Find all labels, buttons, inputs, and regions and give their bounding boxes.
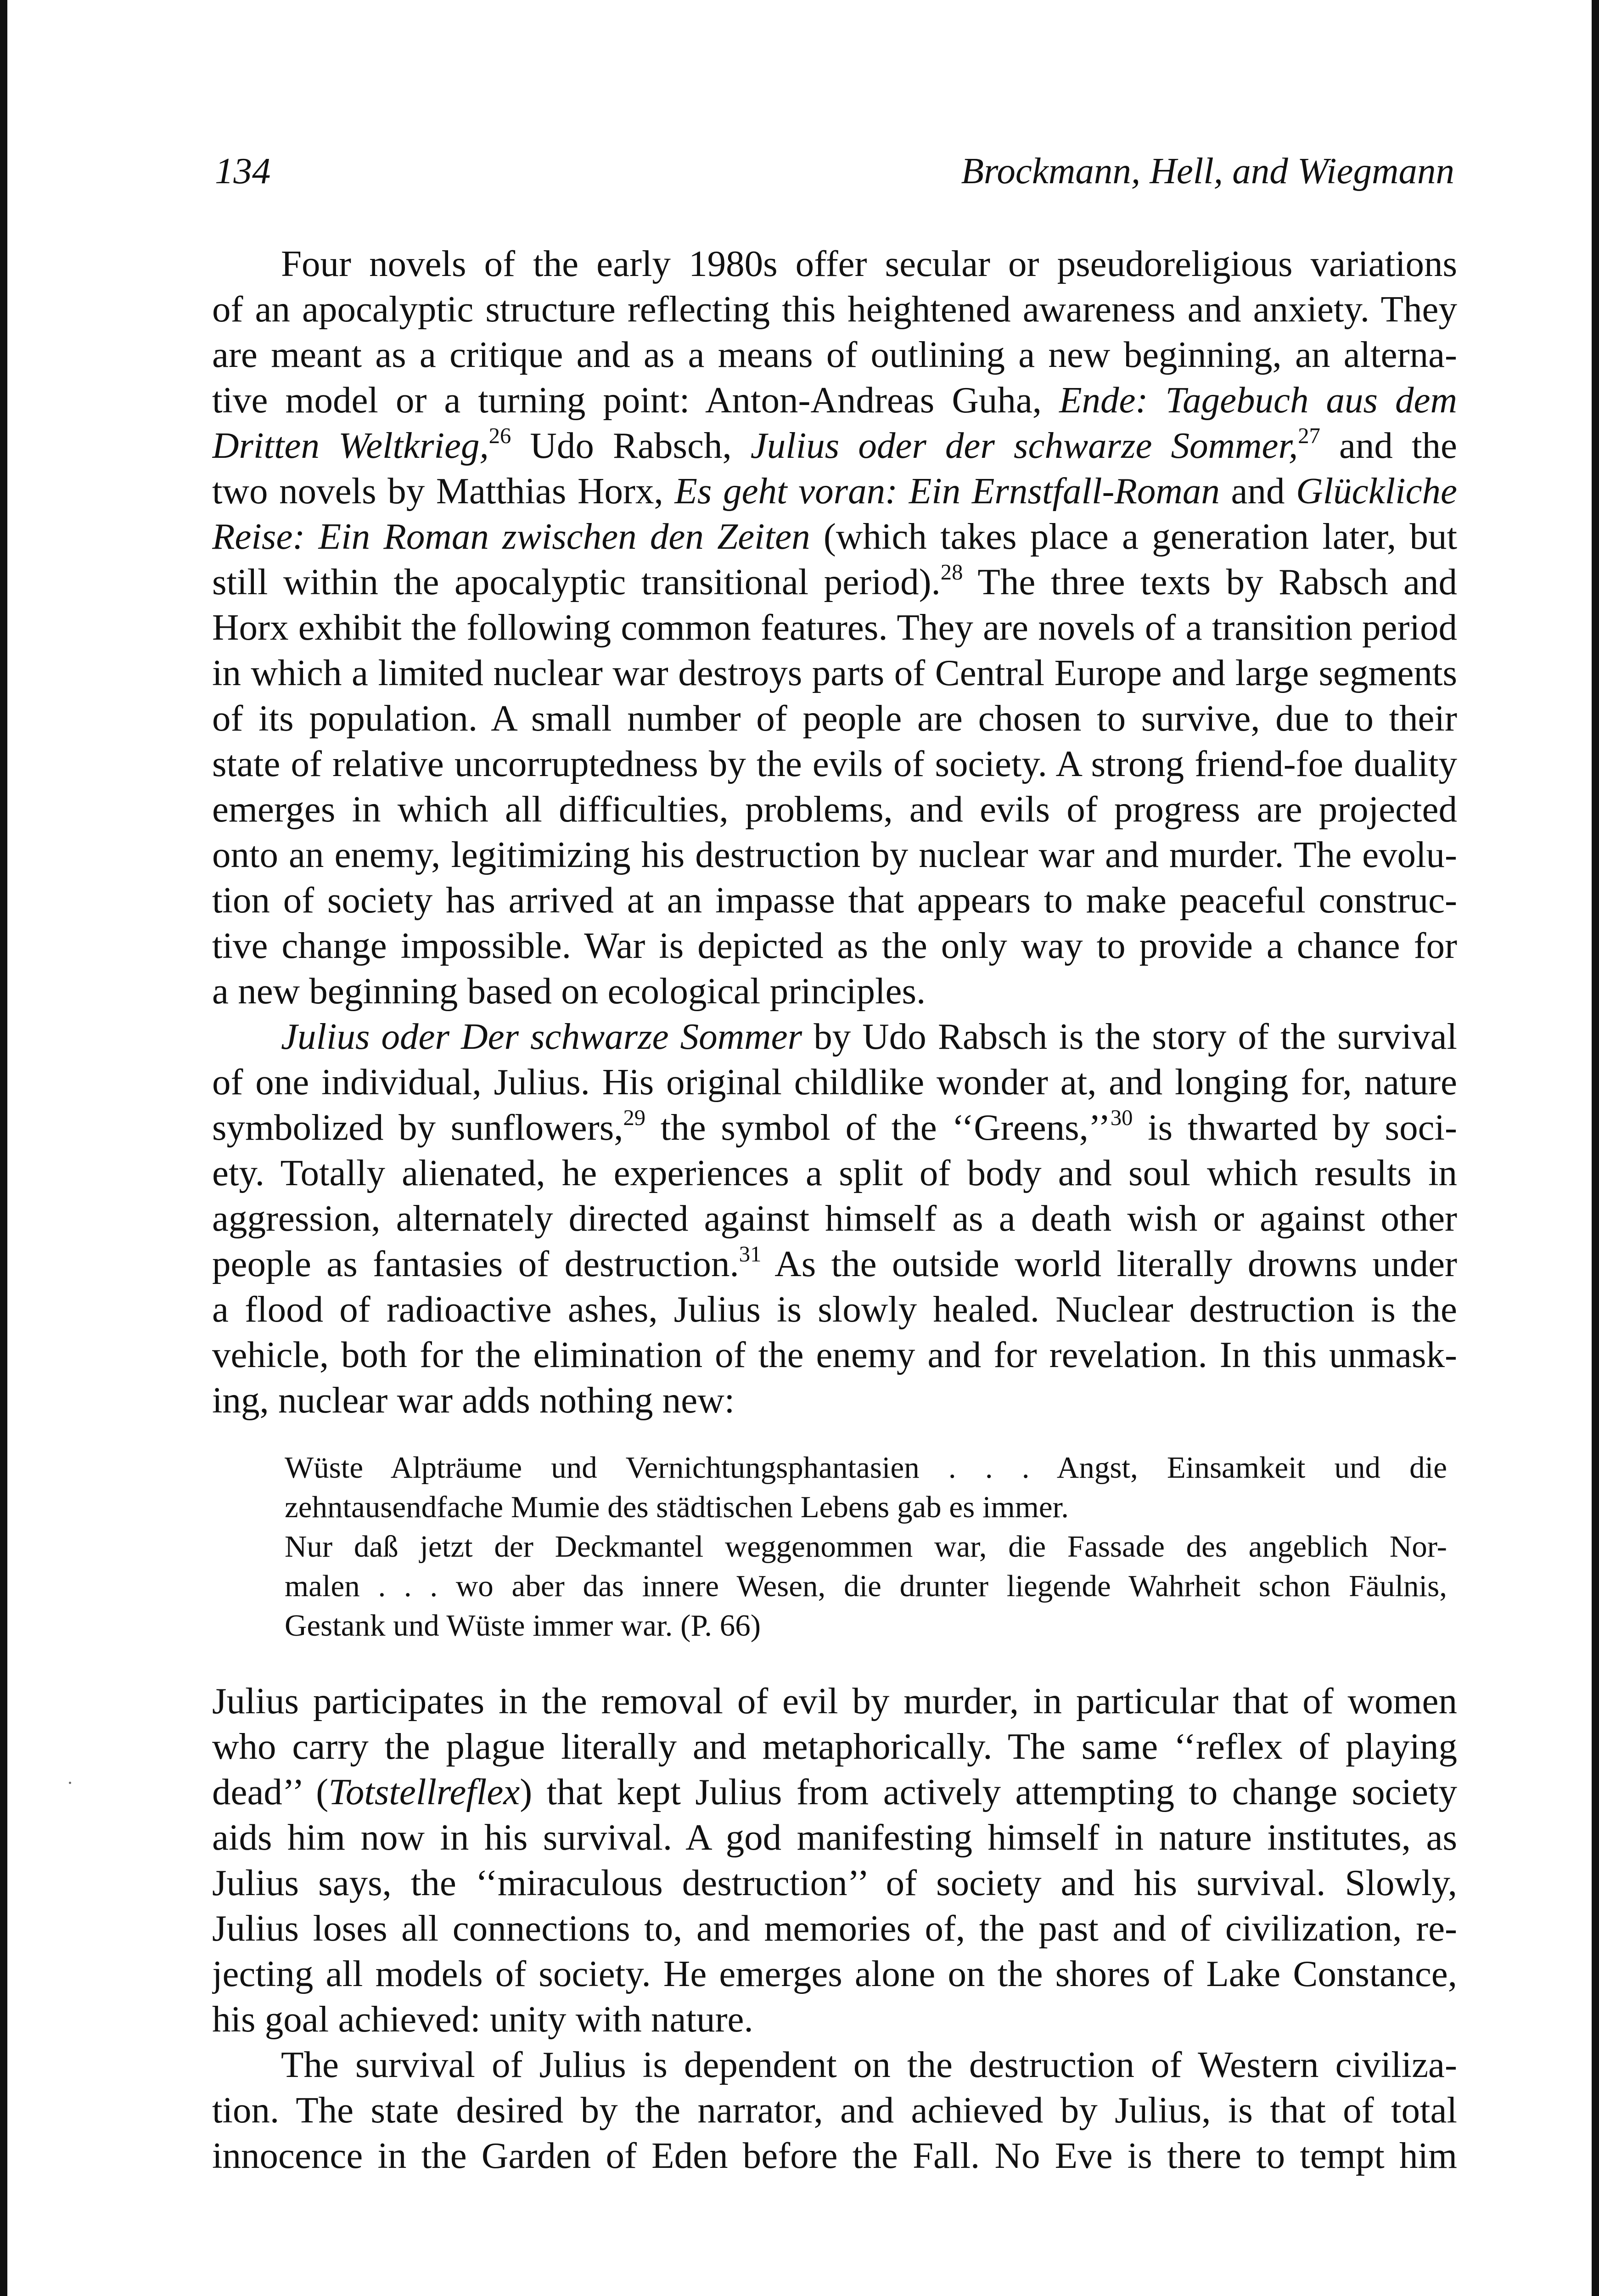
paragraph-3-line: Julius participates in the removal of evil by murder, in particular that of women <box>212 1680 1457 1722</box>
paragraph-3-line: Julius loses all connections to, and memories of, the past and of civilization, re- <box>212 1908 1457 1949</box>
paragraph-1-line: state of relative uncorruptedness by the evils of society. A strong friend-foe duality <box>212 743 1457 784</box>
paragraph-2-line: Julius oder Der schwarze Sommer by Udo Rabsch is the story of the survival <box>281 1016 1457 1057</box>
paragraph-1-line: in which a limited nuclear war destroys parts of Central Europe and large segments <box>212 652 1457 693</box>
paragraph-2-line: symbolized by sunflowers,$^{29}$ the symbol of the ‘‘Greens,’’$^{30}$ is thwarted by soci- <box>212 1105 1457 1148</box>
paragraph-1-line: emerges in which all difficulties, problems, and evils of progress are projected <box>212 788 1457 830</box>
paragraph-1-line: two novels by Matthias Horx, Es geht voran: Ein Ernstfall-Roman and Glückliche <box>212 470 1457 512</box>
quote-line: Wüste Alpträume und Vernichtungsphantasien . . . Angst, Einsamkeit und die <box>285 1451 1447 1485</box>
body-text-upper <box>212 241 1457 1423</box>
footnote-ref: 26 <box>488 423 511 449</box>
footnote-ref: 30 <box>1110 1105 1133 1131</box>
quote-line: malen . . . wo aber das innere Wesen, die drunter liegende Wahrheit schon Fäulnis, <box>285 1569 1447 1603</box>
paragraph-1-line: still within the apocalyptic transitional period).$^{28}$ The three texts by Rabsch and <box>212 560 1457 602</box>
block-quote <box>285 1448 1447 1645</box>
paragraph-2-line: a flood of radioactive ashes, Julius is slowly healed. Nuclear destruction is the <box>212 1289 1457 1330</box>
paragraph-1-line: tive model or a turning point: Anton-Andreas Guha, Ende: Tagebuch aus dem <box>212 379 1457 421</box>
book-title: Dritten Weltkrieg, <box>212 425 489 466</box>
paragraph-2-line: ety. Totally alienated, he experiences a split of body and soul which results in <box>212 1152 1457 1193</box>
footnote-ref: 28 <box>940 560 963 585</box>
book-title: Es geht voran: Ein Ernstfall-Roman <box>674 470 1220 512</box>
paragraph-4-line: tion. The state desired by the narrator, and achieved by Julius, is that of total <box>212 2089 1457 2131</box>
paragraph-2-line: aggression, alternately directed against himself as a death wish or against other <box>212 1198 1457 1239</box>
quote-line: Gestank und Wüste immer war. (P. 66) <box>285 1609 761 1643</box>
paragraph-3-line: who carry the plague literally and metaphorically. The same ‘‘reflex of playing <box>212 1726 1457 1767</box>
paragraph-1-line: are meant as a critique and as a means of outlining a new beginning, an alterna- <box>212 334 1457 375</box>
german-term: Totstellreflex <box>328 1771 520 1812</box>
paragraph-4-line: innocence in the Garden of Eden before the Fall. No Eve is there to tempt him <box>212 2135 1457 2176</box>
book-title: Glückliche <box>1296 470 1457 512</box>
scan-speck <box>69 1782 71 1784</box>
paragraph-1-line: Four novels of the early 1980s offer secular or pseudoreligious variations <box>281 243 1457 284</box>
footnote-ref: 29 <box>623 1105 646 1131</box>
paragraph-3-line: jecting all models of society. He emerges alone on the shores of Lake Constance, <box>212 1953 1457 1994</box>
paragraph-2-line: of one individual, Julius. His original childlike wonder at, and longing for, nature <box>212 1061 1457 1103</box>
paragraph-3-line: Julius says, the ‘‘miraculous destruction’’ of society and his survival. Slowly, <box>212 1862 1457 1903</box>
book-title: Reise: Ein Roman zwischen den Zeiten <box>212 516 810 557</box>
paragraph-1-line: of its population. A small number of people are chosen to survive, due to their <box>212 698 1457 739</box>
scan-border-right <box>1592 0 1599 2296</box>
paragraph-1-line: of an apocalyptic structure reflecting this heightened awareness and anxiety. They <box>212 288 1457 330</box>
footnote-ref: 27 <box>1298 423 1320 449</box>
paragraph-2-line: ing, nuclear war adds nothing new: <box>212 1379 735 1421</box>
running-title: Brockmann, Hell, and Wiegmann <box>961 150 1454 191</box>
quote-line: Nur daß jetzt der Deckmantel weggenommen war, die Fassade des angeblich Nor- <box>285 1530 1447 1564</box>
paragraph-3-line: dead’’ (Totstellreflex) that kept Julius from actively attempting to change society <box>212 1771 1457 1812</box>
paragraph-1-line: a new beginning based on ecological principles. <box>212 970 926 1012</box>
scan-border-left <box>0 0 7 2296</box>
quote-line: zehntausendfache Mumie des städtischen Lebens gab es immer. <box>285 1490 1069 1524</box>
book-title: Ende: Tagebuch aus dem <box>1059 379 1457 421</box>
page-number: 134 <box>215 150 271 191</box>
book-title: Julius oder Der schwarze Sommer <box>281 1016 802 1057</box>
paragraph-1-line: onto an enemy, legitimizing his destruction by nuclear war and murder. The evolu- <box>212 834 1457 875</box>
paragraph-2-line: vehicle, both for the elimination of the enemy and for revelation. In this unmask- <box>212 1334 1457 1375</box>
footnote-ref: 31 <box>739 1242 762 1267</box>
paragraph-4-line: The survival of Julius is dependent on the destruction of Western civiliza- <box>281 2044 1457 2085</box>
body-text-lower <box>212 1678 1457 2178</box>
paragraph-3-line: his goal achieved: unity with nature. <box>212 1998 753 2040</box>
paragraph-1-line: Horx exhibit the following common features. They are novels of a transition period <box>212 607 1457 648</box>
running-head <box>215 143 1454 198</box>
paragraph-3-line: aids him now in his survival. A god manifesting himself in nature institutes, as <box>212 1817 1457 1858</box>
paragraph-1-line: tion of society has arrived at an impasse that appears to make peaceful construc- <box>212 879 1457 921</box>
paragraph-1-line: Dritten Weltkrieg,$^{26}$ Udo Rabsch, Julius oder der schwarze Sommer,$^{27}$ and the <box>212 423 1457 466</box>
paragraph-1-line: Reise: Ein Roman zwischen den Zeiten (which takes place a generation later, but <box>212 516 1457 557</box>
paragraph-2-line: people as fantasies of destruction.$^{31}$ As the outside world literally drowns under <box>212 1242 1457 1284</box>
paragraph-1-line: tive change impossible. War is depicted as the only way to provide a chance for <box>212 925 1457 966</box>
book-title: Julius oder der schwarze Sommer, <box>750 425 1298 466</box>
